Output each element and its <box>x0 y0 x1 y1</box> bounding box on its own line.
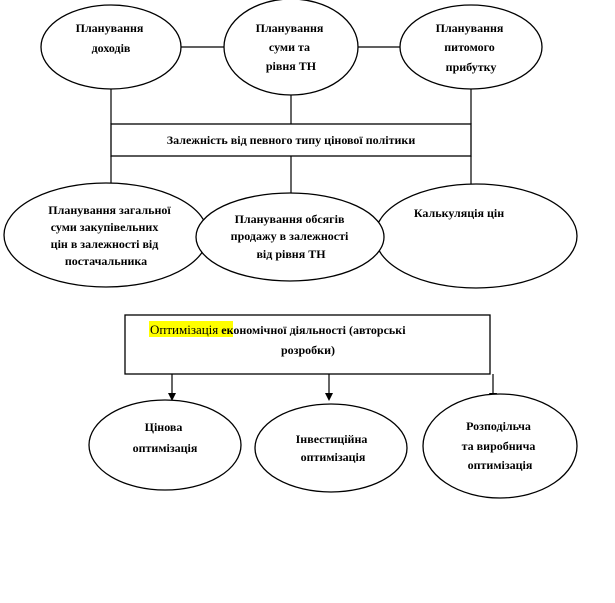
node-profit-label: Планування питомого прибутку <box>435 21 504 74</box>
optimization-box-line2: розробки) <box>281 343 335 357</box>
node-price-opt-label: Цінова оптимізація <box>132 420 198 455</box>
node-income-label: Планування доходів <box>75 21 144 55</box>
node-purchase-label: Планування загальної суми закупівельних цін в залежності від постачальника <box>48 203 171 268</box>
node-purchase-planning <box>4 183 208 287</box>
node-calculation <box>375 184 577 288</box>
node-amount-label: Планування суми та рівня ТН <box>255 21 324 73</box>
node-investment-opt-label: Інвестиційна оптимізація <box>295 432 368 464</box>
node-calculation-label: Калькуляція цін <box>413 206 505 220</box>
optimization-highlight-word: Оптимізація <box>150 322 219 337</box>
node-sales-label: Планування обсягів продажу в залежності від рівня ТН <box>230 212 349 261</box>
optimization-box-line1: Оптимізація економічної діяльності (авторські <box>150 322 406 337</box>
policy-box-label: Залежність від певного типу цінової політики <box>166 133 416 147</box>
node-investment-optimization <box>255 404 407 492</box>
node-distribution-opt-label: Розподільча та виробнича оптимізація <box>461 419 536 472</box>
